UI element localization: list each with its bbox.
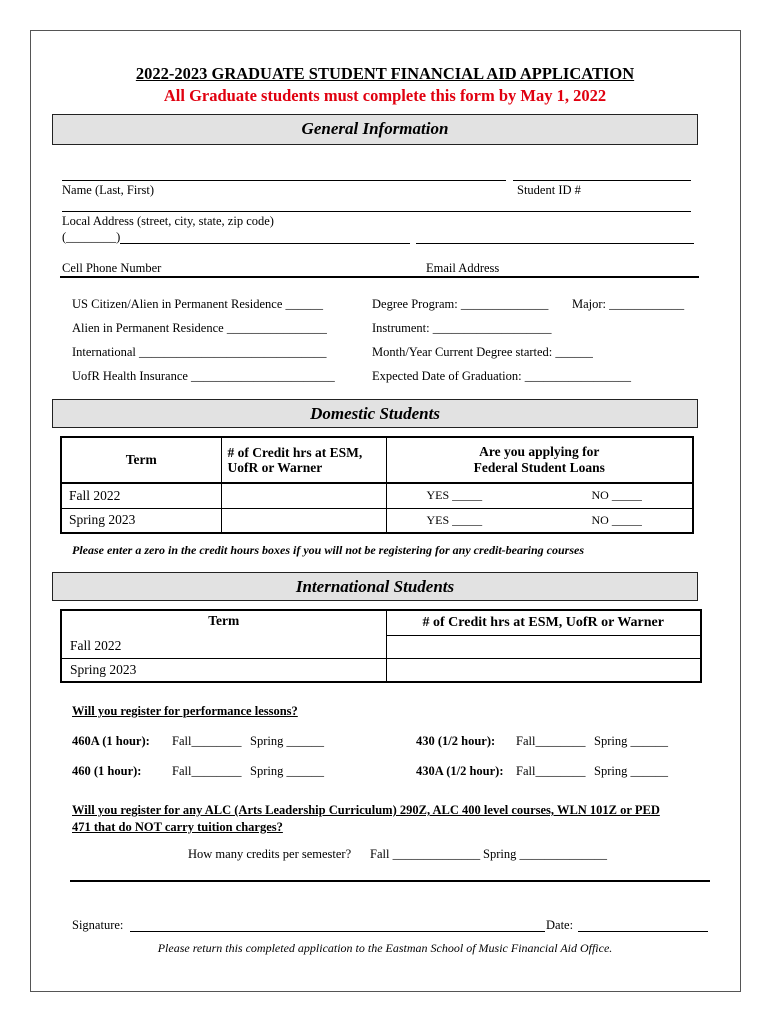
alc-credits-prompt: How many credits per semester? xyxy=(188,847,352,861)
zero-credit-note: Please enter a zero in the credit hours boxes if you will not be registering for any credit-bearing courses xyxy=(72,543,584,557)
lesson-code: 430 (1/2 hour): xyxy=(416,734,496,748)
name-field[interactable] xyxy=(62,180,506,181)
signature-field[interactable] xyxy=(130,931,545,932)
health-insurance-field[interactable]: UofR Health Insurance _______________________ xyxy=(72,369,335,383)
student-id-label: Student ID # xyxy=(517,183,581,197)
signature-label: Signature: xyxy=(72,918,124,932)
permanent-resident-field[interactable]: Alien in Permanent Residence ________________ xyxy=(72,321,327,335)
lesson-code: 460A (1 hour): xyxy=(72,734,150,748)
loan-choice[interactable] xyxy=(386,483,693,508)
lesson-code: 460 (1 hour): xyxy=(72,764,142,778)
phone-area-code: (________) xyxy=(62,230,121,244)
table-row xyxy=(61,635,701,658)
date-label: Date: xyxy=(546,918,574,932)
term-cell: Fall 2022 xyxy=(61,483,221,508)
col-credits: # of Credit hrs at ESM, UofR or Warner xyxy=(221,437,386,483)
address-field[interactable] xyxy=(62,211,691,212)
lesson-spring-field[interactable]: Spring ______ xyxy=(250,734,324,748)
international-field[interactable]: International ______________________________ xyxy=(72,345,327,359)
yes-option[interactable]: YES _____ xyxy=(426,512,483,527)
lessons-question: Will you register for performance lessons? xyxy=(72,704,298,718)
general-info-heading: General Information xyxy=(52,114,698,145)
credits-input[interactable] xyxy=(221,483,386,508)
col-term: Term xyxy=(61,610,386,635)
alc-fall-field[interactable]: Fall ______________ xyxy=(370,847,481,861)
deadline-notice: All Graduate students must complete this form by May 1, 2022 xyxy=(163,86,607,105)
term-cell: Spring 2023 xyxy=(61,508,221,533)
form-title: 2022-2023 GRADUATE STUDENT FINANCIAL AID APPLICATION xyxy=(135,64,635,83)
lesson-spring-field[interactable]: Spring ______ xyxy=(594,764,668,778)
date-field[interactable] xyxy=(578,931,708,932)
return-instructions: Please return this completed application to the Eastman School of Music Financial Aid Office. xyxy=(157,941,613,955)
no-option[interactable]: NO _____ xyxy=(591,488,642,502)
domestic-table xyxy=(60,436,694,534)
table-row xyxy=(61,483,693,508)
lesson-code: 430A (1/2 hour): xyxy=(416,764,504,778)
loan-choice[interactable] xyxy=(386,508,693,533)
email-label: Email Address xyxy=(426,261,500,275)
lesson-fall-field[interactable]: Fall________ xyxy=(172,734,242,748)
email-field[interactable] xyxy=(416,243,694,244)
cell-phone-label: Cell Phone Number xyxy=(62,261,162,275)
col-loans-line2: Federal Student Loans xyxy=(473,460,605,475)
lesson-spring-field[interactable]: Spring ______ xyxy=(250,764,324,778)
major-field[interactable]: Major: ____________ xyxy=(572,297,685,311)
student-id-field[interactable] xyxy=(513,180,691,181)
lesson-fall-field[interactable]: Fall________ xyxy=(516,764,586,778)
lesson-fall-field[interactable]: Fall________ xyxy=(516,734,586,748)
col-credits: # of Credit hrs at ESM, UofR or Warner xyxy=(386,610,701,635)
alc-question-line1: Will you register for any ALC (Arts Leadership Curriculum) 290Z, ALC 400 level courses, WLN 101Z or PED xyxy=(72,803,660,817)
table-row xyxy=(61,508,693,533)
divider xyxy=(70,880,710,882)
us-citizen-field[interactable]: US Citizen/Alien in Permanent Residence ______ xyxy=(72,297,323,311)
table-row xyxy=(61,658,701,682)
cell-phone-field[interactable] xyxy=(120,243,410,244)
credits-input[interactable] xyxy=(221,508,386,533)
divider xyxy=(60,276,699,278)
degree-program-field[interactable]: Degree Program: ______________ xyxy=(372,297,549,311)
alc-spring-field[interactable]: Spring ______________ xyxy=(483,847,607,861)
instrument-field[interactable]: Instrument: ___________________ xyxy=(372,321,552,335)
no-option[interactable]: NO _____ xyxy=(591,512,642,527)
term-cell: Fall 2022 xyxy=(61,635,386,658)
lesson-spring-field[interactable]: Spring ______ xyxy=(594,734,668,748)
degree-start-field[interactable]: Month/Year Current Degree started: ______ xyxy=(372,345,593,359)
col-term: Term xyxy=(61,437,221,483)
col-loans-line1: Are you applying for xyxy=(479,444,600,459)
graduation-date-field[interactable]: Expected Date of Graduation: _________________ xyxy=(372,369,631,383)
name-label: Name (Last, First) xyxy=(62,183,154,197)
lesson-fall-field[interactable]: Fall________ xyxy=(172,764,242,778)
yes-option[interactable]: YES _____ xyxy=(426,488,483,502)
credits-input[interactable] xyxy=(386,658,701,682)
international-table xyxy=(60,609,702,683)
col-loans xyxy=(386,437,693,483)
address-label: Local Address (street, city, state, zip code) xyxy=(62,214,274,228)
term-cell: Spring 2023 xyxy=(61,658,386,682)
international-heading: International Students xyxy=(52,572,698,601)
alc-question-line2: 471 that do NOT carry tuition charges? xyxy=(72,820,283,834)
domestic-heading: Domestic Students xyxy=(52,399,698,428)
credits-input[interactable] xyxy=(386,635,701,658)
